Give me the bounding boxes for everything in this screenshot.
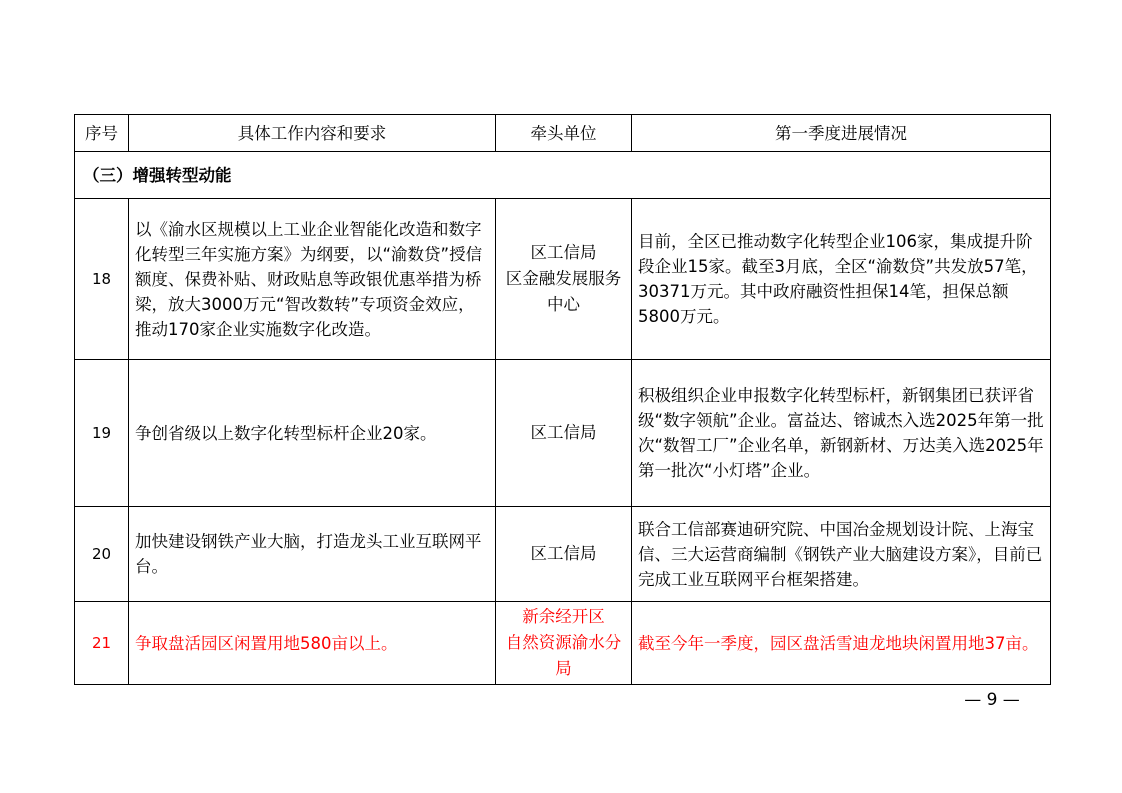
row-lead-unit	[496, 602, 632, 685]
section-row	[75, 152, 1051, 199]
lead-unit-line: 区工信局	[530, 544, 597, 563]
row-progress: 联合工信部赛迪研究院、中国冶金规划设计院、上海宝信、三大运营商编制《钢铁产业大脑建设方案》，目前已完成工业互联网平台框架搭建。	[632, 507, 1051, 602]
row-content: 以《渝水区规模以上工业企业智能化改造和数字化转型三年实施方案》为纲要，以“渝数贷”授信额度、保费补贴、财政贴息等政银优惠举措为桥梁，放大3000万元“智改数转”专项资金效应，推动170家企业实施数字化改造。	[129, 199, 496, 360]
header-lead-unit: 牵头单位	[496, 115, 632, 152]
row-seq: 18	[75, 199, 129, 360]
row-seq: 19	[75, 360, 129, 507]
table-row	[75, 507, 1051, 602]
header-seq: 序号	[75, 115, 129, 152]
lead-unit-line: 区工信局	[530, 423, 597, 442]
row-progress: 截至今年一季度，园区盘活雪迪龙地块闲置用地37亩。	[632, 602, 1051, 685]
lead-unit-line: 自然资源渝水分局	[505, 633, 622, 678]
work-progress-table	[74, 114, 1051, 685]
row-lead-unit	[496, 360, 632, 507]
lead-unit-line: 新余经开区	[522, 607, 605, 626]
row-progress: 积极组织企业申报数字化转型标杆，新钢集团已获评省级“数字领航”企业。富益达、镕诚杰入选2025年第一批次“数智工厂”企业名单，新钢新材、万达美入选2025年第一批次“小灯塔”企业。	[632, 360, 1051, 507]
page-number: — 9 —	[964, 690, 1020, 710]
row-lead-unit	[496, 199, 632, 360]
table-row-highlighted	[75, 602, 1051, 685]
row-seq: 21	[75, 602, 129, 685]
table-row	[75, 199, 1051, 360]
row-content: 加快建设钢铁产业大脑，打造龙头工业互联网平台。	[129, 507, 496, 602]
header-progress: 第一季度进展情况	[632, 115, 1051, 152]
row-content: 争创省级以上数字化转型标杆企业20家。	[129, 360, 496, 507]
section-title: （三）增强转型动能	[75, 152, 1051, 199]
lead-unit-line: 区金融发展服务中心	[505, 269, 622, 314]
row-lead-unit	[496, 507, 632, 602]
row-seq: 20	[75, 507, 129, 602]
row-content: 争取盘活园区闲置用地580亩以上。	[129, 602, 496, 685]
header-content: 具体工作内容和要求	[129, 115, 496, 152]
table-row	[75, 360, 1051, 507]
lead-unit-line: 区工信局	[530, 243, 597, 262]
table-header-row	[75, 115, 1051, 152]
row-progress: 目前，全区已推动数字化转型企业106家，集成提升阶段企业15家。截至3月底，全区“渝数贷”共发放57笔，30371万元。其中政府融资性担保14笔，担保总额5800万元。	[632, 199, 1051, 360]
